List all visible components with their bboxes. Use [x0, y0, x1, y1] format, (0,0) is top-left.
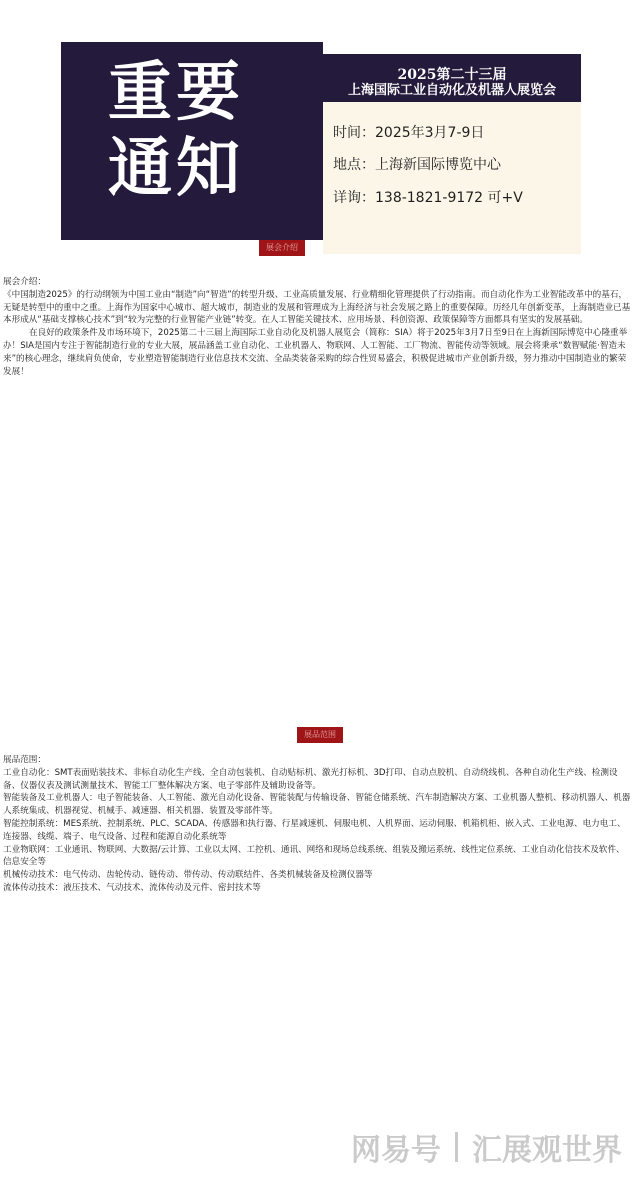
section-tag-scope: 展品范围: [297, 727, 343, 743]
watermark-account: 汇展观世界: [472, 1133, 622, 1168]
scope-section: [3, 754, 633, 895]
intro-section: [3, 276, 633, 378]
scope-heading: 展品范围：: [3, 755, 46, 765]
scope-item-industrial-automation: 工业自动化：SMT表面贴装技术、非标自动化生产线、全自动包装机、自动贴标机、激光打标机、3D打印、自动点胶机、自动绕线机、各种自动化生产线、检测设备、仪器仪表及测试测量技术、智能工厂整体解决方案、电子零部件及辅助设备等。: [3, 767, 618, 791]
watermark: [351, 1125, 622, 1169]
scope-item-intelligent-equipment: 智能装备及工业机器人：电子智能装备、人工智能、激光自动化设备、智能装配与传输设备、智能仓储系统、汽车制造解决方案、工业机器人整机、移动机器人、机器人系统集成、机器视觉、机械手、减速器、相关机器、装置及零部件等。: [3, 793, 631, 817]
expo-location: 地点：上海新国际博览中心: [333, 157, 501, 173]
watermark-platform: 网易号: [351, 1133, 441, 1168]
notice-banner: [61, 42, 581, 240]
banner-title-line2: 通知: [108, 132, 244, 206]
intro-heading: 展会介绍：: [3, 277, 46, 287]
scope-item-mechanical-transmission: 机械传动技术：电气传动、齿轮传动、链传动、带传动、传动联结件、各类机械装备及检测仪器等: [3, 870, 373, 881]
intro-paragraph-1: 《中国制造2025》的行动纲领为中国工业由“制造”向“智造”的转型升级、工业高质量发展、行业精细化管理提供了行动指南。而自动化作为工业智能改革中的基石，无疑是转型中的重中之重。上海作为国家中心城市、超大城市，制造业的发展和管理成为上海经济与社会发展之路上的重要保障。历经几年创新变革，上海制造业已基本形成从“基础支撑核心技术”到“较为完整的行业智能产业链”转变。在人工智能关键技术、应用场景、科创资源、政策保障等方面都具有坚实的发展基础。: [3, 289, 631, 326]
scope-item-control-systems: 智能控制系统：MES系统、控制系统、PLC、SCADA、传感器和执行器、行星减速机、伺服电机、人机界面、运动伺服、机箱机柜、嵌入式、工业电源、电力电工、连接器、线缆、端子、电气设备、过程和能源自动化系统等: [3, 818, 626, 842]
scope-item-industrial-iot: 工业物联网：工业通讯、物联网、大数据/云计算、工业以太网、工控机、通讯、网络和现场总线系统、组装及搬运系统、线性定位系统、工业自动化信技术及软件、信息安全等: [3, 844, 625, 868]
expo-edition: 2025第二十三届: [397, 67, 507, 83]
expo-time: 时间：2025年3月7-9日: [333, 125, 485, 141]
scope-item-fluid-transmission: 流体传动技术：液压技术、气动技术、流体传动及元件、密封技术等: [3, 882, 261, 893]
banner-title-line1: 重要: [108, 56, 244, 130]
watermark-divider: [455, 1132, 458, 1162]
expo-name: 上海国际工业自动化及机器人展览会: [347, 83, 556, 98]
expo-contact: 详询：138-1821-9172 可+V: [333, 190, 523, 206]
intro-paragraph-2: 在良好的政策条件及市场环境下，2025第二十三届上海国际工业自动化及机器人展览会（简称：SIA）将于2025年3月7日至9日在上海新国际博览中心隆重举办！SIA是国内专注于智能制造行业的专业大展，展品涵盖工业自动化、工业机器人、物联网、人工智能、工厂物流、智能传动等领域。展会将秉承“数智赋能·智造未来”的核心理念，继续肩负使命，专业塑造智能制造行业信息技术交流、全品类装备采购的综合性贸易盛会，积极促进城市产业创新升级，努力推动中国制造业的繁荣发展！: [3, 328, 628, 377]
section-tag-intro: 展会介绍: [259, 240, 305, 256]
